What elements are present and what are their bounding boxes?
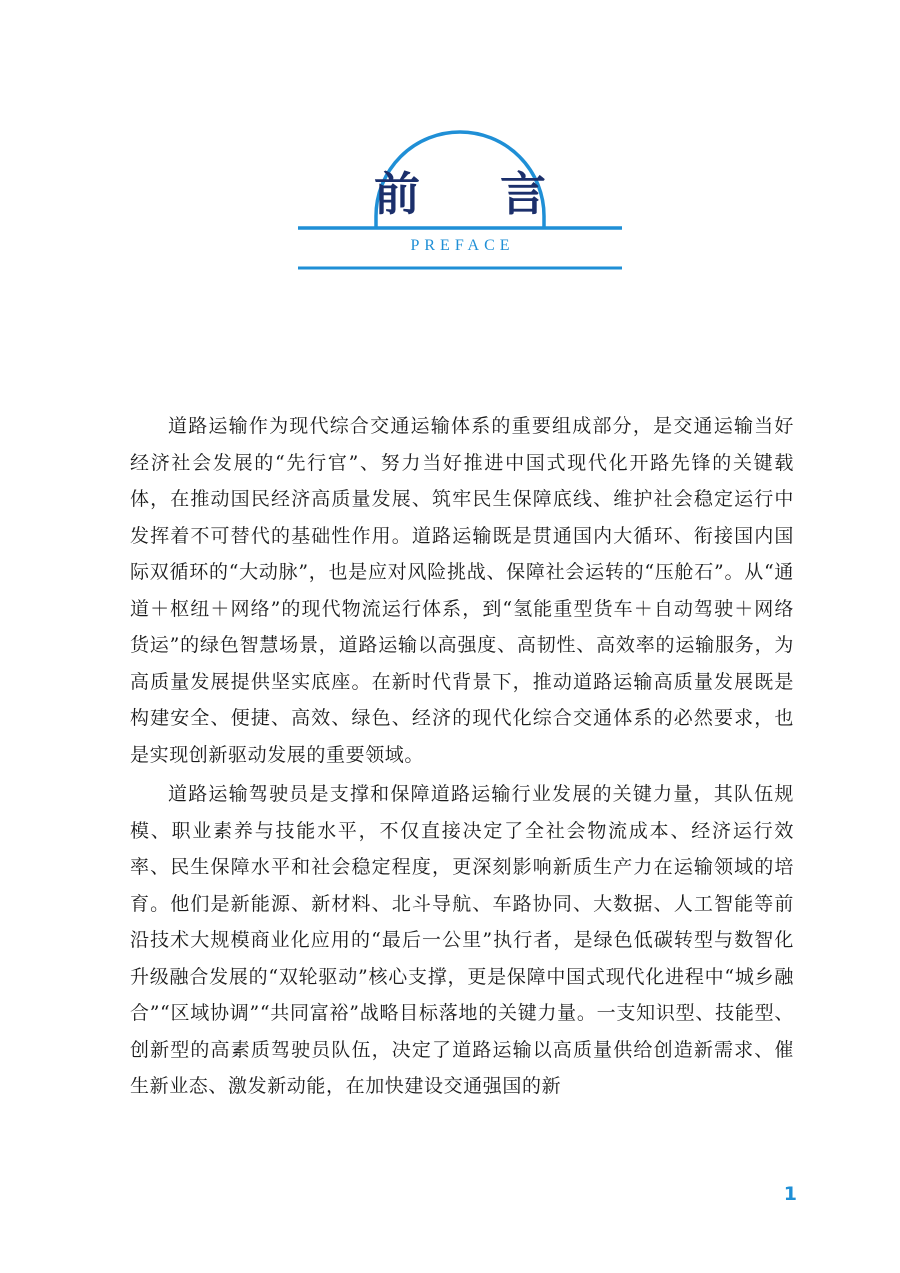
preface-body — [130, 408, 794, 1108]
preface-heading-emblem — [296, 118, 624, 278]
paragraph: 道路运输作为现代综合交通运输体系的重要组成部分，是交通运输当好经济社会发展的“先行官”、努力当好推进中国式现代化开路先锋的关键载体，在推动国民经济高质量发展、筑牢民生保障底线、维护社会稳定运行中发挥着不可替代的基础性作用。道路运输既是贯通国内大循环、衔接国内国际双循环的“大动脉”，也是应对风险挑战、保障社会运转的“压舱石”。从“通道＋枢纽＋网络”的现代物流运行体系，到“氢能重型货车＋自动驾驶＋网络货运”的绿色智慧场景，道路运输以高强度、高韧性、高效率的运输服务，为高质量发展提供坚实底座。在新时代背景下，推动道路运输高质量发展既是构建安全、便捷、高效、绿色、经济的现代化综合交通体系的必然要求，也是实现创新驱动发展的重要领域。 — [130, 415, 794, 766]
page-subtitle-en: PREFACE — [410, 237, 515, 254]
paragraph: 道路运输驾驶员是支撑和保障道路运输行业发展的关键力量，其队伍规模、职业素养与技能水平，不仅直接决定了全社会物流成本、经济运行效率、民生保障水平和社会稳定程度，更深刻影响新质生产力在运输领域的培育。他们是新能源、新材料、北斗导航、车路协同、大数据、人工智能等前沿技术大规模商业化应用的“最后一公里”执行者，是绿色低碳转型与数智化升级融合发展的“双轮驱动”核心支撑，更是保障中国式现代化进程中“城乡融合”“区域协调”“共同富裕”战略目标落地的关键力量。一支知识型、技能型、创新型的高素质驾驶员队伍，决定了道路运输以高质量供给创造新需求、催生新业态、激发新动能，在加快建设交通强国的新 — [130, 783, 794, 1097]
page-title: 前 言 — [373, 167, 578, 221]
page-number: 1 — [783, 1183, 797, 1205]
